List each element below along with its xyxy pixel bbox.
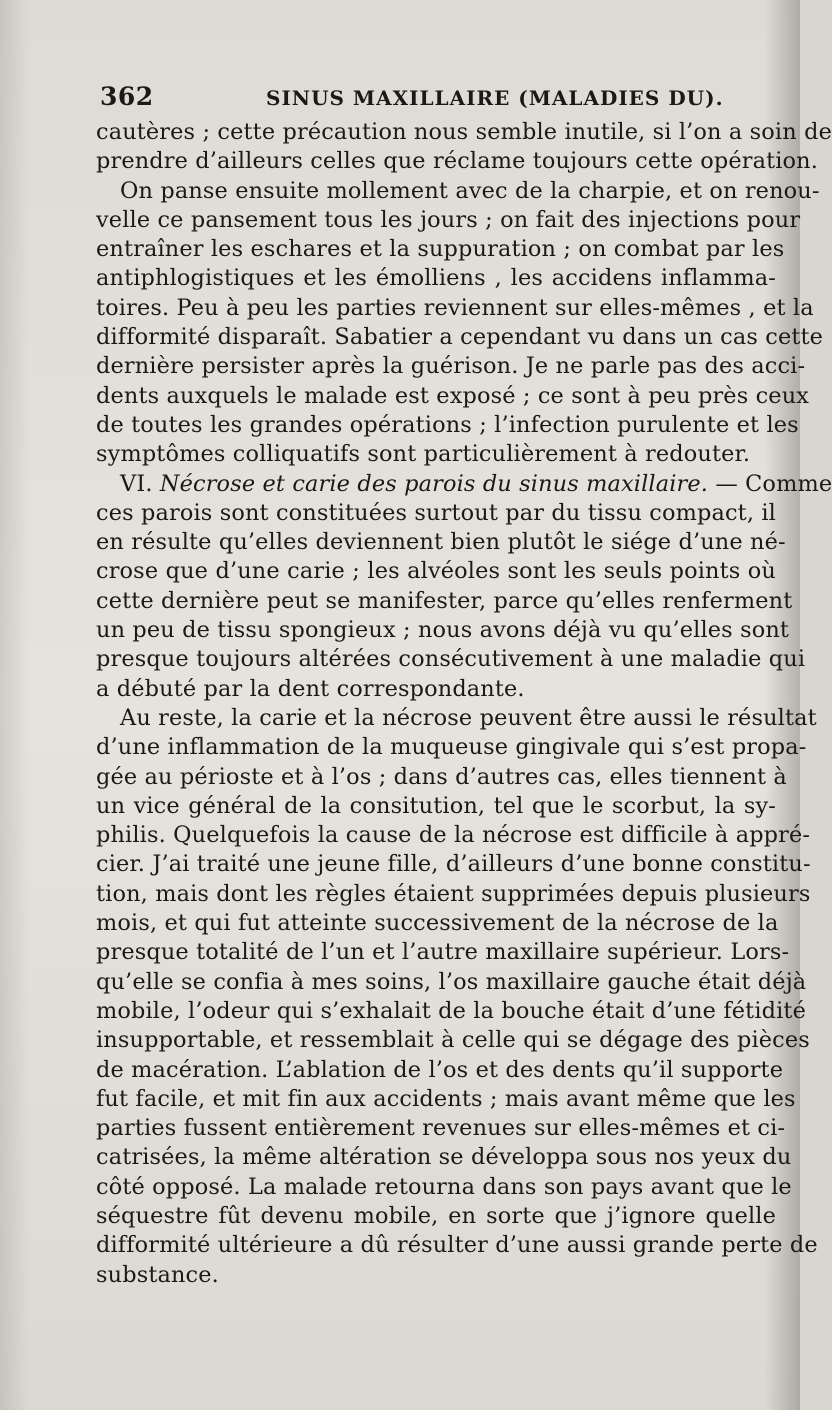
text-line: qu’elle se confia à mes soins, l’os maxillaire gauche était déjà [96,968,807,995]
text-line: On panse ensuite mollement avec de la charpie, et on renou- [120,177,820,204]
text-line: philis. Quelquefois la cause de la nécrose est difficile à appré- [96,822,811,849]
text-line: symptômes colliquatifs sont particulièrement à redouter. [96,441,751,468]
text-line: substance. [96,1261,219,1288]
text-line: ces parois sont constituées surtout par du tissu compact, il [96,499,776,526]
text-line: prendre d’ailleurs celles que réclame toujours cette opération. [96,148,819,175]
text-line: mois, et qui fut atteinte successivement de la nécrose de la [96,910,779,937]
section-lead: — Comme [715,470,832,497]
body-text [96,118,832,1290]
text-line: fut facile, et mit fin aux accidents ; mais avant même que les [96,1085,796,1112]
page-number: 362 [100,82,154,111]
text-line: parties fussent entièrement revenues sur elles-mêmes et ci- [96,1115,786,1142]
running-head: SINUS MAXILLAIRE (MALADIES DU). [266,86,724,110]
text-line: toires. Peu à peu les parties reviennent sur elles-mêmes , et la [96,294,814,321]
text-line: cautères ; cette précaution nous semble inutile, si l’on a soin de [96,119,832,145]
section-numeral: VI. [120,470,153,497]
text-line: d’une inflammation de la muqueuse gingivale qui s’est propa- [96,734,807,761]
section-title: Nécrose et carie des parois du sinus maxillaire. [159,470,709,497]
text-line: entraîner les eschares et la suppuration ; on combat par les [96,236,785,263]
text-line: antiphlogistiques et les émolliens , les accidens inflamma- [96,265,776,292]
text-line: en résulte qu’elles deviennent bien plutôt le siége d’une né- [96,529,786,556]
text-line: Au reste, la carie et la nécrose peuvent être aussi le résultat [120,704,817,731]
page-header [100,82,780,116]
text-line: séquestre fût devenu mobile, en sorte que j’ignore quelle [96,1202,776,1229]
text-line: de macération. L’ablation de l’os et des dents qu’il supporte [96,1056,784,1083]
text-line: a débuté par la dent correspondante. [96,675,525,702]
text-line: difformité disparaît. Sabatier a cependant vu dans un cas cette [96,324,824,351]
text-line: difformité ultérieure a dû résulter d’une aussi grande perte de [96,1232,818,1259]
text-line: gée au périoste et à l’os ; dans d’autres cas, elles tiennent à [96,763,787,790]
text-line: un vice général de la consitution, tel que le scorbut, la sy- [96,792,776,819]
text-line: dernière persister après la guérison. Je ne parle pas des acci- [96,353,806,380]
text-line: velle ce pansement tous les jours ; on fait des injections pour [96,206,801,233]
text-line: un peu de tissu spongieux ; nous avons déjà vu qu’elles sont [96,617,790,644]
text-line: insupportable, et ressemblait à celle qui se dégage des pièces [96,1027,810,1054]
text-line: côté opposé. La malade retourna dans son pays avant que le [96,1173,792,1200]
text-line: cette dernière peut se manifester, parce qu’elles renferment [96,587,793,614]
text-line: dents auxquels le malade est exposé ; ce sont à peu près ceux [96,382,810,409]
text-line: tion, mais dont les règles étaient supprimées depuis plusieurs [96,880,811,907]
text-line: cier. J’ai traité une jeune fille, d’ailleurs d’une bonne constitu- [96,851,811,878]
section-heading [96,470,832,499]
text-line: crose que d’une carie ; les alvéoles sont les seuls points où [96,558,776,585]
text-line: mobile, l’odeur qui s’exhalait de la bouche était d’une fétidité [96,997,806,1024]
text-line: de toutes les grandes opérations ; l’infection purulente et les [96,411,799,438]
text-line: presque toujours altérées consécutivement à une maladie qui [96,646,806,673]
text-line: presque totalité de l’un et l’autre maxillaire supérieur. Lors- [96,939,790,966]
text-line: catrisées, la même altération se développa sous nos yeux du [96,1144,792,1171]
